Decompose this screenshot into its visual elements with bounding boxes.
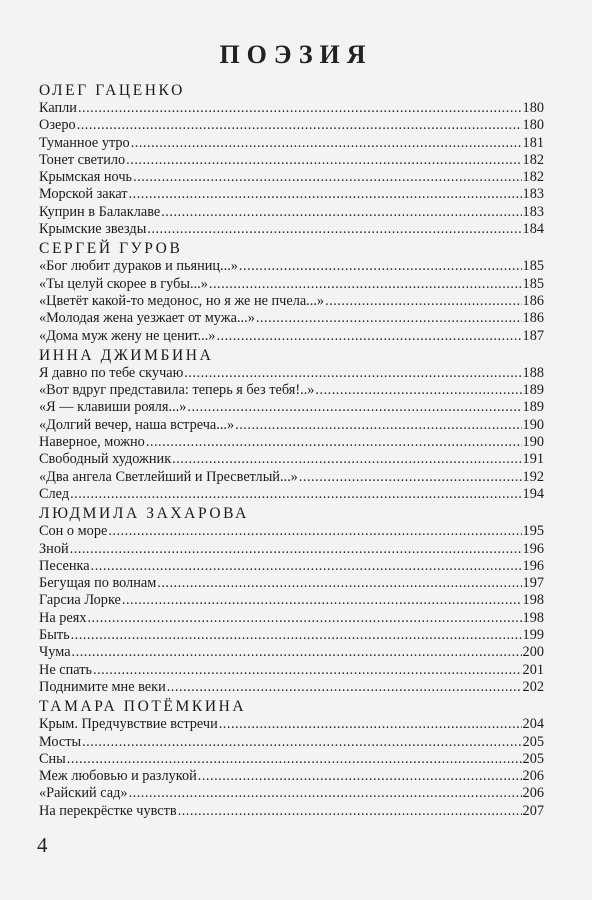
dot-leader [216,328,521,345]
entry-page-number: 198 [522,592,544,609]
dot-leader [209,276,522,293]
dot-leader [299,469,522,486]
dot-leader [239,258,522,275]
toc-entry [39,469,544,486]
dot-leader [93,662,522,679]
toc-entry [39,768,544,785]
dot-leader [122,592,522,609]
entry-title: Сон о море [39,523,108,540]
dot-leader [70,486,521,503]
entry-page-number: 185 [522,275,544,292]
entry-page-number: 198 [522,609,544,626]
entry-page-number: 205 [522,733,544,750]
toc-entry [39,610,544,627]
entry-page-number: 180 [522,100,544,116]
entry-title: Капли [39,100,77,116]
entry-page-number: 206 [522,785,544,802]
entry-title: Поднимите мне веки [39,678,166,695]
dot-leader [129,785,522,802]
dot-leader [235,417,521,434]
entry-page-number: 202 [522,678,544,695]
dot-leader [87,610,521,627]
dot-leader [167,679,522,696]
toc-entry [39,785,544,802]
entry-title: Тонет светило [39,151,126,168]
toc-entry [39,734,544,751]
entry-page-number: 190 [522,434,544,451]
entry-page-number: 182 [522,169,544,186]
dot-leader [178,803,522,820]
entry-page-number: 195 [522,523,544,540]
toc-entry [39,627,544,644]
entry-page-number: 194 [522,485,544,502]
entry-page-number: 191 [522,451,544,468]
dot-leader [157,575,521,592]
entry-title: Сны [39,750,66,767]
entry-title: Песенка [39,557,90,574]
toc-entry [39,169,544,186]
entry-page-number: 196 [522,540,544,557]
entry-page-number: 185 [522,258,544,275]
entry-page-number: 206 [522,768,544,785]
entry-title: Я давно по тебе скучаю [39,364,184,381]
entry-page-number: 189 [522,399,544,416]
dot-leader [198,768,522,785]
dot-leader [172,451,521,468]
author-name: ЛЮДМИЛА ЗАХАРОВА [39,505,249,523]
toc-entry [39,221,544,238]
entry-page-number: 204 [522,716,544,733]
toc-entry [39,293,544,310]
entry-title: Чума [39,644,71,661]
entry-title: Свободный художник [39,451,172,468]
entry-page-number: 190 [522,416,544,433]
dot-leader [325,293,521,310]
dot-leader [67,751,522,768]
entry-page-number: 207 [522,802,544,819]
toc-entry [39,100,544,117]
entry-page-number: 201 [522,661,544,678]
entry-title: Крым. Предчувствие встречи [39,716,218,733]
author-name: ИННА ДЖИМБИНА [39,346,214,364]
toc-entry [39,575,544,592]
entry-page-number: 197 [522,575,544,592]
entry-title: На реях [39,609,87,626]
dot-leader [126,152,521,169]
dot-leader [70,541,522,558]
entry-title: «Долгий вечер, наша встреча...» [39,416,235,433]
toc-entry [39,399,544,416]
toc-entry [39,486,544,503]
entry-page-number: 186 [522,292,544,309]
dot-leader [72,644,522,661]
dot-leader [133,169,521,186]
entry-title: Крымская ночь [39,169,133,186]
entry-page-number: 205 [522,750,544,767]
entry-page-number: 199 [522,627,544,644]
toc-entry [39,523,544,540]
entry-title: Гарсиа Лорке [39,592,121,609]
entry-title: «Молодая жена уезжает от мужа...» [39,310,255,327]
entry-title: Крымские звезды [39,221,147,238]
dot-leader [187,399,521,416]
dot-leader [147,221,521,238]
entry-page-number: 189 [522,382,544,399]
entry-title: Озеро [39,117,76,134]
dot-leader [108,523,521,540]
dot-leader [71,627,522,644]
toc-entry [39,662,544,679]
entry-title: Морской закат [39,186,128,203]
toc-entry [39,276,544,293]
entry-page-number: 192 [522,468,544,485]
toc-entry [39,382,544,399]
entry-title: «Два ангела Светлейший и Пресветлый...» [39,468,298,485]
toc-entry [39,417,544,434]
entry-title: Зной [39,540,69,557]
entry-page-number: 180 [522,117,544,134]
entry-page-number: 186 [522,310,544,327]
toc-entry [39,328,544,345]
toc-entry [39,434,544,451]
entry-title: Меж любовью и разлукой [39,768,197,785]
entry-title: «Я — клавиши рояля...» [39,399,187,416]
toc-entry [39,117,544,134]
entry-title: «Цветёт какой-то медонос, но я же не пчела...» [39,292,325,309]
entry-title: «Райский сад» [39,785,128,802]
entry-page-number: 188 [522,364,544,381]
toc-entry [39,751,544,768]
entry-title: Туманное утро [39,134,130,151]
entry-page-number: 187 [522,327,544,344]
entry-page-number: 200 [522,644,544,661]
section-heading: ПОЭЗИЯ [219,40,373,69]
entry-title: Не спать [39,661,92,678]
author-name: ОЛЕГ ГАЦЕНКО [39,82,185,99]
entry-page-number: 183 [522,186,544,203]
dot-leader [161,204,521,221]
toc-entry [39,310,544,327]
dot-leader [82,734,521,751]
toc-entry [39,152,544,169]
toc-entry [39,204,544,221]
dot-leader [78,100,522,117]
entry-page-number: 182 [522,151,544,168]
toc-entry [39,803,544,820]
entry-title: Наверное, можно [39,434,145,451]
toc-entry [39,135,544,152]
entry-title: Мосты [39,733,82,750]
toc-entry [39,716,544,733]
dot-leader [129,186,522,203]
entry-title: Быть [39,627,70,644]
entry-page-number: 196 [522,557,544,574]
entry-page-number: 184 [522,221,544,238]
entry-title: «Вот вдруг представила: теперь я без тебя!..» [39,382,315,399]
toc-entry [39,541,544,558]
toc-entry [39,679,544,696]
dot-leader [256,310,522,327]
entry-title: «Дома муж жену не ценит...» [39,327,216,344]
entry-title: След [39,485,70,502]
dot-leader [146,434,522,451]
toc-entry [39,558,544,575]
dot-leader [91,558,522,575]
dot-leader [184,365,521,382]
table-of-contents [39,80,544,820]
dot-leader [219,716,522,733]
dot-leader [131,135,522,152]
entry-page-number: 181 [522,134,544,151]
entry-title: На перекрёстке чувств [39,802,177,819]
author-name: СЕРГЕЙ ГУРОВ [39,240,183,258]
toc-entry [39,451,544,468]
toc-entry [39,186,544,203]
entry-title: Бегущая по волнам [39,575,157,592]
entry-title: «Бог любит дураков и пьяниц...» [39,258,238,275]
toc-entry [39,365,544,382]
toc-entry [39,644,544,661]
entry-page-number: 183 [522,203,544,220]
author-name: ТАМАРА ПОТЁМКИНА [39,698,247,716]
page-number: 4 [37,833,48,857]
toc-entry [39,258,544,275]
toc-entry [39,592,544,609]
dot-leader [77,117,522,134]
entry-title: Куприн в Балаклаве [39,203,161,220]
entry-title: «Ты целуй скорее в губы...» [39,275,208,292]
dot-leader [315,382,521,399]
